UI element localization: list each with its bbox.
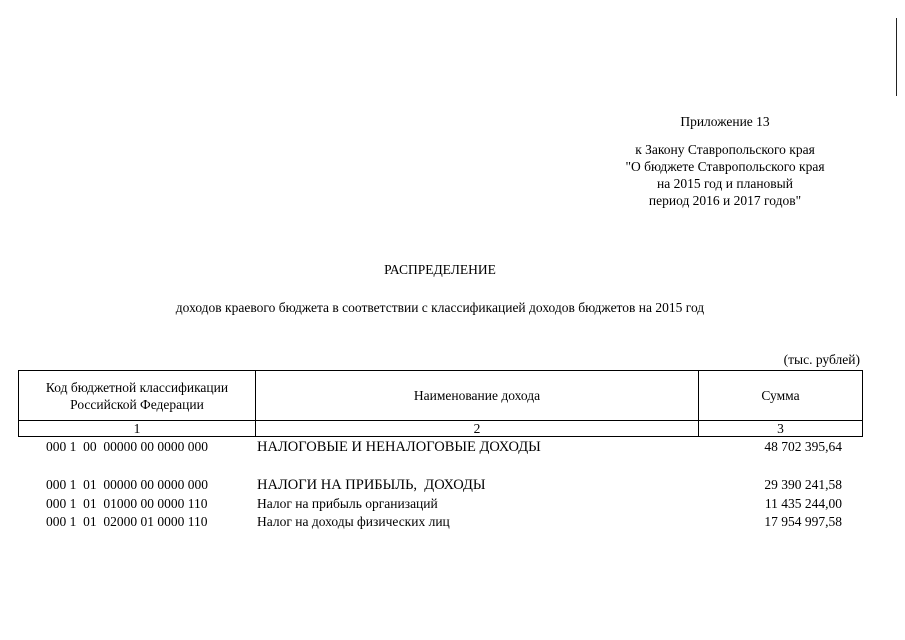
appendix-line-2: "О бюджете Ставропольского края	[625, 159, 825, 174]
row-name: НАЛОГОВЫЕ И НЕНАЛОГОВЫЕ ДОХОДЫ	[257, 439, 541, 455]
document-title: РАСПРЕДЕЛЕНИЕ	[384, 262, 496, 277]
income-table-header	[18, 370, 863, 437]
table-row	[18, 438, 862, 456]
appendix-line-1: к Закону Ставропольского края	[635, 142, 815, 157]
document-subtitle: доходов краевого бюджета в соответствии с классификацией доходов бюджетов на 2015 год	[175, 300, 705, 315]
row-code: 000 1 01 02000 01 0000 110	[46, 514, 208, 529]
row-sum: 29 390 241,58	[764, 477, 842, 492]
header-name: Наименование дохода	[256, 371, 699, 421]
scan-edge-line	[896, 18, 897, 96]
header-sum: Сумма	[699, 371, 863, 421]
column-number-1: 1	[19, 421, 256, 437]
row-code: 000 1 01 00000 00 0000 000	[46, 477, 208, 492]
row-name: Налог на прибыль организаций	[257, 496, 438, 511]
appendix-block	[600, 113, 850, 209]
row-sum: 48 702 395,64	[764, 439, 842, 454]
column-number-3: 3	[699, 421, 863, 437]
row-sum: 17 954 997,58	[764, 514, 842, 529]
table-row	[18, 476, 862, 494]
appendix-line-3: на 2015 год и плановый	[657, 176, 793, 191]
header-code: Код бюджетной классификации Российской Федерации	[19, 371, 256, 421]
row-code: 000 1 00 00000 00 0000 000	[46, 439, 208, 454]
table-row	[18, 513, 862, 531]
row-name: НАЛОГИ НА ПРИБЫЛЬ, ДОХОДЫ	[257, 477, 486, 493]
table-row	[18, 495, 862, 513]
row-sum: 11 435 244,00	[764, 496, 842, 511]
row-code: 000 1 01 01000 00 0000 110	[46, 496, 208, 511]
column-number-2: 2	[256, 421, 699, 437]
row-name: Налог на доходы физических лиц	[257, 514, 450, 529]
appendix-line-4: период 2016 и 2017 годов"	[648, 193, 802, 208]
units-label: (тыс. рублей)	[783, 352, 860, 367]
appendix-title: Приложение 13	[680, 114, 770, 129]
